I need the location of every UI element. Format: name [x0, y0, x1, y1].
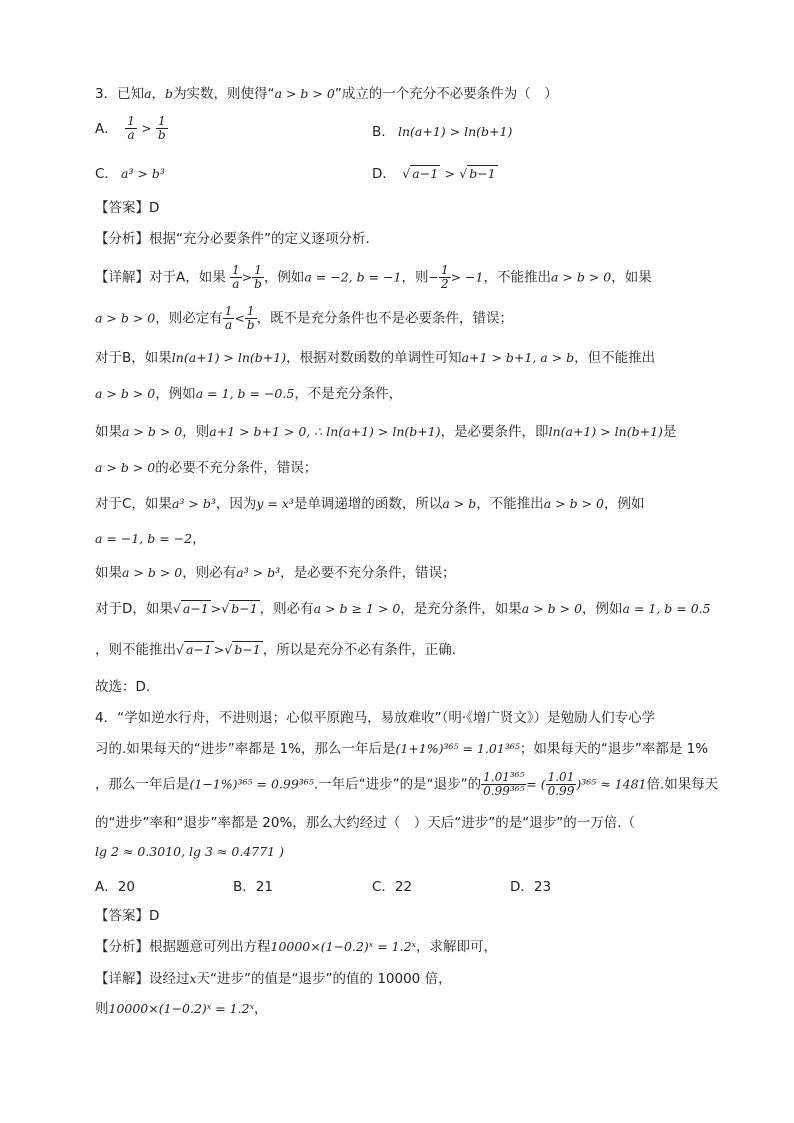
option-text: C．22 [372, 879, 413, 895]
fraction [125, 115, 137, 142]
sqrt-expr: √ b−1 [221, 601, 258, 616]
q3-detail-3 [95, 348, 694, 368]
q4-answer [95, 906, 694, 926]
option-text: D．23 [510, 879, 552, 895]
text: ，则必定有 [155, 310, 223, 327]
math-expr: y = x³ [256, 496, 294, 511]
text: ，则不能推出 [95, 642, 176, 658]
text: 故选：D. [95, 679, 151, 695]
fraction [546, 771, 577, 798]
sqrt-expr: √ a−1 [402, 166, 439, 181]
math-expr: = ( [526, 776, 546, 792]
q3-detail-8 [95, 529, 694, 549]
numerator: 1 [245, 305, 257, 319]
fraction [223, 305, 235, 332]
text: ，例如 [604, 496, 645, 512]
text: 对于D，如果 [95, 601, 173, 617]
numerator: 1 [156, 115, 168, 129]
text: ，例如 [263, 269, 305, 286]
radicand: b−1 [469, 166, 496, 181]
math-expr: ln(a+1) > ln(b+1) [548, 424, 663, 439]
text: ，所以是充分不必有条件，正确. [262, 642, 457, 658]
text: 对于B，如果 [95, 350, 172, 366]
math-expr: a > b > 0 [95, 460, 156, 475]
detail-tag: 【详解】 [95, 269, 149, 286]
text: 倍.如果每天 [646, 776, 719, 793]
math-expr: (1+1%)³⁶⁵ = 1.01³⁶⁵ [395, 741, 520, 756]
q3-detail-1: 【详解】对于A，如果 $\frac{1}{a}$ > $\frac{1}{b}$ ，例如a = −2, b = −1，则− $\frac{1}{2}$ > −1，不能推出a > b > 0，如果 [95, 263, 652, 291]
text: 天“进步”的值是“退步”的值的 10000 倍， [196, 971, 452, 987]
text: ，因为 [215, 496, 257, 512]
text: 如果 [95, 424, 122, 440]
denominator: b [158, 128, 166, 142]
text: ， [253, 1001, 268, 1017]
sqrt-expr: √ b−1 [459, 166, 496, 181]
relation: > [444, 166, 455, 181]
radicand: b−1 [234, 642, 261, 657]
option-text: B．21 [233, 879, 273, 895]
numerator: 1.01³⁶⁵ [483, 770, 525, 784]
option-expr: a³ > b³ [121, 166, 165, 181]
q4-stem-5 [95, 842, 694, 862]
math-expr: a³ > b³ [236, 565, 281, 580]
q4-option-a [95, 875, 135, 895]
q3-detail-9 [95, 563, 694, 583]
q3-stem-text: 为实数，则使得“ [173, 86, 275, 102]
fraction [245, 305, 257, 332]
math-expr: a > b > 0 [550, 269, 612, 285]
text: ，根据对数函数的单调性可知 [286, 350, 462, 366]
option-letter: A． [95, 120, 118, 137]
q3-condition: a > b > 0 [274, 86, 335, 101]
math-expr: a = −1, b = −2 [95, 531, 193, 546]
option-letter: C． [95, 166, 118, 182]
q4-detail-1 [95, 969, 694, 989]
q3-answer [95, 198, 694, 218]
answer-tag: 【答案】 [95, 200, 149, 216]
text: ，那么一年后是 [95, 776, 190, 793]
fraction [230, 264, 242, 291]
q3-choose [95, 677, 694, 697]
option-text: A．20 [95, 879, 135, 895]
q3-stem-text: ”成立的一个充分不必要条件为（ ） [334, 86, 558, 102]
text: ，如果 [611, 269, 652, 286]
denominator: a [224, 318, 233, 332]
text: ， [192, 531, 206, 547]
q3-option-d [372, 162, 498, 182]
numerator: 1 [252, 264, 264, 278]
fraction: $\frac{1}{2}$ [440, 263, 449, 291]
math-expr: a > b > 0 [521, 601, 583, 616]
text: ，则必有 [182, 565, 237, 581]
math-expr: 10000×(1−0.2)ˣ = 1.2ˣ [108, 1001, 254, 1016]
numerator: 1.01 [547, 770, 575, 784]
denominator: a [232, 277, 240, 291]
math-expr: a > b [442, 496, 477, 511]
text: ，不能推出 [476, 496, 544, 512]
q4-option-c [372, 875, 412, 895]
q3-detail-5 [95, 422, 694, 442]
text: ，是充分条件，如果 [400, 601, 522, 617]
sqrt-expr: √ b−1 [224, 642, 261, 657]
fraction [156, 115, 168, 142]
relation: > [210, 601, 222, 616]
denominator: b [254, 277, 262, 291]
math-expr: a > b > 0 [122, 424, 183, 439]
q3-detail-6 [95, 458, 694, 478]
text: 4．“学如逆水行舟，不进则退；心似平原跑马，易放难收”（明·《增广贤文》）是勉励人们专心学 [95, 710, 656, 726]
denominator: b [246, 318, 255, 332]
fraction [252, 264, 264, 291]
q3-detail-10 [95, 599, 711, 619]
q4-stem-2 [95, 739, 709, 759]
text: 的“进步”率和“退步”率都是 20%，那么大约经过（ ）天后“进步”的是“退步”的一万倍.（ [95, 815, 636, 831]
math-expr: (1−1%)³⁶⁵ = 0.99³⁶⁵ [189, 776, 314, 792]
q3-option-a [95, 115, 168, 142]
text: ，是必要条件，即 [440, 424, 549, 440]
option-expr: ln(a+1) > ln(b+1) [398, 124, 513, 139]
text: 是 [662, 424, 677, 440]
text: 如果 [95, 565, 122, 581]
q4-option-b [233, 875, 273, 895]
math-expr: > −1 [450, 269, 484, 285]
q3-option-c [95, 162, 165, 182]
analysis-tag: 【分析】 [95, 231, 149, 247]
relation: > [241, 269, 253, 285]
q4-analysis [95, 937, 694, 957]
text: 是单调递增的函数，所以 [293, 496, 443, 512]
radicand: a−1 [182, 601, 209, 616]
text: 的必要不充分条件，错误； [155, 460, 318, 476]
text: ，则 [182, 424, 210, 440]
radicand: b−1 [231, 601, 258, 616]
math-expr: a > b > 0 [122, 565, 183, 580]
math-expr: a = 1, b = 0.5 [622, 601, 711, 616]
text: 设经过 [149, 971, 190, 987]
text: ，则必有 [259, 601, 314, 617]
numerator: 1 [224, 304, 233, 318]
var-a: a [144, 86, 152, 101]
math-expr: a³ > b³ [171, 496, 216, 511]
text: 对于C，如果 [95, 496, 172, 512]
math-expr: a = 1, b = −0.5 [195, 386, 295, 401]
text: ，例如 [155, 386, 196, 402]
math-expr: a+1 > b+1, a > b [461, 350, 575, 365]
text: 习的.如果每天的“进步”率都是 1%，那么一年后是 [95, 741, 396, 757]
numerator: 1 [232, 263, 240, 277]
math-expr: 10000×(1−0.2)ˣ = 1.2ˣ [270, 939, 416, 954]
text: 根据题意可列出方程 [149, 939, 271, 955]
q3-option-b [372, 120, 512, 140]
radicand: a−1 [185, 642, 212, 657]
math-expr: a > b > 0 [95, 310, 156, 326]
q3-detail-2: a > b > 0，则必定有 $\frac{1}{a}$ < $\frac{1}{b}$ ，既不是充分条件也不是必要条件，错误； [95, 304, 514, 332]
sqrt-expr: √ a−1 [176, 642, 212, 657]
denominator: a [127, 128, 135, 142]
math-expr: )³⁶⁵ ≈ 1481 [576, 776, 647, 792]
math-expr: lg 2 ≈ 0.3010, lg 3 ≈ 0.4771 ) [95, 844, 284, 859]
answer-tag: 【答案】 [95, 908, 149, 924]
math-expr: x [189, 971, 197, 986]
relation: > [141, 120, 152, 136]
math-expr: a > b ≥ 1 > 0 [313, 601, 401, 616]
math-expr: a = −2, b = −1 [304, 269, 402, 285]
text: ，但不能推出 [574, 350, 656, 366]
q3-stem [95, 84, 694, 104]
q3-detail-7 [95, 494, 694, 514]
relation: > [213, 642, 225, 657]
answer-value: D [149, 200, 160, 216]
text: ，是必要不充分条件，错误； [280, 565, 456, 581]
q4-detail-2 [95, 999, 694, 1019]
text: ，不是充分条件， [294, 386, 403, 402]
q4-option-d [510, 875, 551, 895]
math-expr: a > b > 0 [95, 386, 156, 401]
q3-detail-11 [95, 640, 694, 660]
text: ，不能推出 [483, 269, 551, 286]
text: .一年后“进步”的是“退步”的 [313, 776, 482, 793]
math-expr: a+1 > b+1 > 0, ∴ ln(a+1) > ln(b+1) [209, 424, 441, 439]
text: 对于A，如果 [149, 269, 226, 286]
text: ，求解即可， [415, 939, 497, 955]
text: ，例如 [582, 601, 623, 617]
var-b: b [165, 86, 174, 101]
detail-tag: 【详解】 [95, 971, 149, 987]
denominator: 0.99³⁶⁵ [483, 784, 525, 798]
q3-detail-4 [95, 384, 694, 404]
q4-stem-3 [95, 770, 719, 798]
analysis-text: 根据“充分必要条件”的定义逐项分析. [149, 231, 370, 247]
q3-stem-text: 3．已知 [95, 86, 145, 102]
option-letter: D． [372, 166, 396, 182]
sqrt-expr: √ a−1 [172, 601, 209, 616]
q3-stem-text: ， [151, 86, 166, 102]
math-expr: ln(a+1) > ln(b+1) [171, 350, 287, 365]
q3-analysis [95, 229, 694, 249]
fraction [481, 771, 526, 798]
analysis-tag: 【分析】 [95, 939, 149, 955]
text: ，则 [401, 269, 429, 286]
radicand: a−1 [412, 166, 439, 181]
text: 则 [95, 1001, 109, 1017]
text: ；如果每天的“退步”率都是 1% [519, 741, 709, 757]
option-letter: B． [372, 124, 395, 140]
q4-stem-1 [95, 708, 694, 728]
numerator: 1 [127, 114, 135, 128]
math-expr: a > b > 0 [543, 496, 605, 511]
denominator: 0.99 [547, 784, 575, 798]
text: ，既不是充分条件也不是必要条件，错误； [256, 310, 514, 327]
q4-stem-4 [95, 813, 694, 833]
answer-value: D [149, 908, 160, 924]
